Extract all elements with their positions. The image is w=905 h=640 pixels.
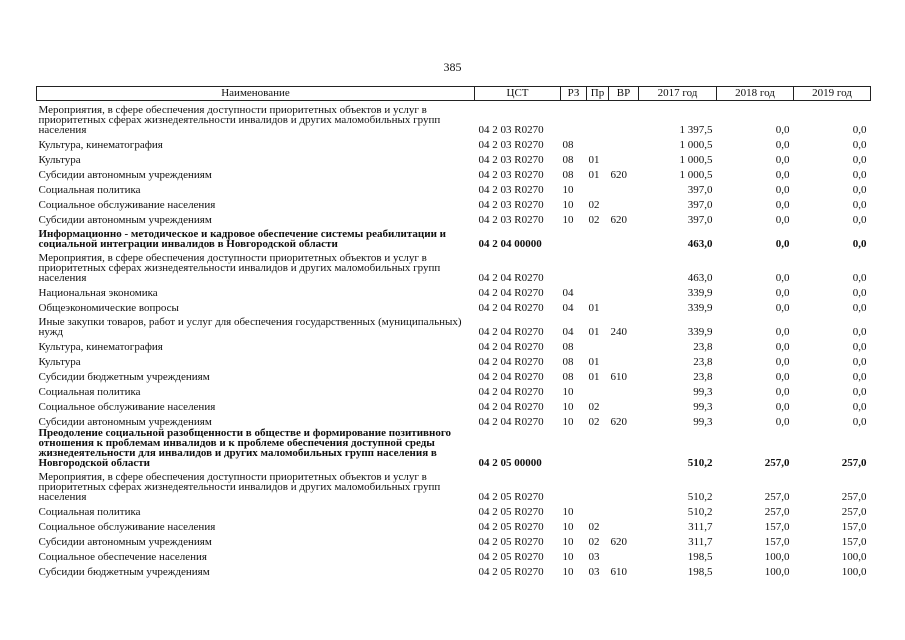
cell-pr bbox=[587, 502, 609, 517]
cell-pr bbox=[587, 283, 609, 298]
cell-pr: 01 bbox=[588, 301, 600, 314]
cell-vr: 620 bbox=[610, 213, 627, 226]
cell-value-2019: 0,0 bbox=[852, 301, 867, 314]
cell-cst: 04 2 04 R0270 bbox=[478, 271, 544, 284]
cell-pr bbox=[587, 427, 609, 468]
cell-value-2019: 157,0 bbox=[841, 535, 867, 548]
cell-rz bbox=[561, 427, 587, 468]
cell-pr bbox=[587, 468, 609, 502]
cell-cst: 04 2 05 R0270 bbox=[478, 520, 544, 533]
cell-pr: 01 bbox=[588, 168, 600, 181]
cell-cst: 04 2 04 R0270 bbox=[478, 385, 544, 398]
cell-pr: 02 bbox=[588, 535, 600, 548]
cell-rz: 08 bbox=[562, 370, 574, 383]
table-row bbox=[37, 412, 871, 427]
cell-rz: 04 bbox=[562, 301, 574, 314]
cell-value-2018: 0,0 bbox=[775, 301, 790, 314]
cell-vr bbox=[609, 150, 639, 165]
cell-value-2019: 257,0 bbox=[841, 490, 867, 503]
cell-vr bbox=[609, 180, 639, 195]
cell-cst: 04 2 05 R0270 bbox=[478, 535, 544, 548]
cell-rz: 10 bbox=[562, 385, 574, 398]
table-row bbox=[37, 502, 871, 517]
cell-cst: 04 2 05 R0270 bbox=[478, 550, 544, 563]
cell-name: Социальное обслуживание населения bbox=[38, 520, 216, 533]
cell-value-2017: 1 000,5 bbox=[679, 153, 713, 166]
table-row bbox=[37, 283, 871, 298]
cell-vr: 240 bbox=[610, 325, 627, 338]
cell-value-2017: 510,2 bbox=[687, 505, 713, 518]
cell-name: Социальная политика bbox=[38, 385, 141, 398]
cell-cst: 04 2 03 R0270 bbox=[478, 153, 544, 166]
cell-name: Культура, кинематография bbox=[38, 138, 163, 151]
cell-pr bbox=[587, 225, 609, 249]
cell-pr bbox=[587, 101, 609, 135]
cell-value-2019: 100,0 bbox=[841, 550, 867, 563]
cell-value-2018: 0,0 bbox=[775, 213, 790, 226]
table-row bbox=[37, 562, 871, 577]
cell-rz bbox=[561, 249, 587, 283]
cell-value-2019: 0,0 bbox=[852, 400, 867, 413]
cell-value-2017: 510,2 bbox=[687, 490, 713, 503]
cell-value-2017: 99,3 bbox=[693, 415, 713, 428]
cell-value-2019: 0,0 bbox=[852, 415, 867, 428]
cell-vr bbox=[609, 382, 639, 397]
cell-name: Мероприятия, в сфере обеспечения доступности приоритетных объектов и услуг в приоритетных сферах жизнедеятельности инвалидов и других маломобильных групп населения bbox=[38, 470, 441, 503]
cell-cst: 04 2 03 R0270 bbox=[478, 138, 544, 151]
table-row bbox=[37, 150, 871, 165]
cell-rz: 10 bbox=[562, 400, 574, 413]
table-body bbox=[37, 101, 871, 577]
header-2017: 2017 год bbox=[639, 87, 717, 101]
cell-value-2018: 0,0 bbox=[775, 138, 790, 151]
cell-value-2017: 1 000,5 bbox=[679, 138, 713, 151]
cell-cst: 04 2 04 R0270 bbox=[478, 325, 544, 338]
cell-pr: 03 bbox=[588, 565, 600, 578]
cell-vr bbox=[609, 101, 639, 135]
cell-value-2018: 100,0 bbox=[764, 550, 790, 563]
table-row bbox=[37, 210, 871, 225]
cell-value-2019: 0,0 bbox=[852, 340, 867, 353]
cell-value-2018: 157,0 bbox=[764, 520, 790, 533]
cell-rz: 10 bbox=[562, 198, 574, 211]
table-row bbox=[37, 298, 871, 313]
cell-name: Субсидии бюджетным учреждениям bbox=[38, 565, 210, 578]
cell-value-2018: 0,0 bbox=[775, 183, 790, 196]
budget-table bbox=[36, 86, 871, 577]
cell-value-2017: 1 397,5 bbox=[679, 123, 713, 136]
cell-rz: 10 bbox=[562, 550, 574, 563]
cell-cst: 04 2 03 R0270 bbox=[478, 198, 544, 211]
cell-name: Мероприятия, в сфере обеспечения доступности приоритетных объектов и услуг в приоритетных сферах жизнедеятельности инвалидов и других маломобильных групп населения bbox=[38, 251, 441, 284]
table-row bbox=[37, 180, 871, 195]
cell-vr bbox=[609, 283, 639, 298]
cell-rz: 10 bbox=[562, 535, 574, 548]
cell-value-2019: 0,0 bbox=[852, 213, 867, 226]
cell-vr bbox=[609, 135, 639, 150]
cell-vr bbox=[609, 397, 639, 412]
cell-rz: 10 bbox=[562, 565, 574, 578]
cell-value-2019: 0,0 bbox=[852, 237, 867, 250]
cell-vr bbox=[609, 517, 639, 532]
cell-name: Социальная политика bbox=[38, 183, 141, 196]
cell-rz bbox=[561, 225, 587, 249]
cell-cst: 04 2 03 R0270 bbox=[478, 183, 544, 196]
cell-rz: 04 bbox=[562, 286, 574, 299]
cell-value-2019: 0,0 bbox=[852, 271, 867, 284]
cell-value-2019: 0,0 bbox=[852, 198, 867, 211]
cell-value-2018: 0,0 bbox=[775, 355, 790, 368]
cell-value-2018: 100,0 bbox=[764, 565, 790, 578]
cell-value-2018: 257,0 bbox=[764, 456, 790, 469]
table-row bbox=[37, 101, 871, 135]
cell-pr bbox=[587, 249, 609, 283]
cell-value-2019: 0,0 bbox=[852, 138, 867, 151]
table-row bbox=[37, 367, 871, 382]
cell-rz: 08 bbox=[562, 355, 574, 368]
cell-value-2017: 339,9 bbox=[687, 286, 713, 299]
cell-value-2019: 0,0 bbox=[852, 325, 867, 338]
cell-value-2018: 0,0 bbox=[775, 325, 790, 338]
cell-vr bbox=[609, 225, 639, 249]
cell-cst: 04 2 04 R0270 bbox=[478, 340, 544, 353]
cell-name: Общеэкономические вопросы bbox=[38, 301, 179, 314]
cell-value-2017: 99,3 bbox=[693, 400, 713, 413]
cell-value-2019: 0,0 bbox=[852, 168, 867, 181]
cell-cst: 04 2 03 R0270 bbox=[478, 168, 544, 181]
cell-value-2019: 0,0 bbox=[852, 385, 867, 398]
cell-rz bbox=[561, 101, 587, 135]
cell-value-2017: 463,0 bbox=[687, 237, 713, 250]
table-row bbox=[37, 382, 871, 397]
cell-rz: 10 bbox=[562, 213, 574, 226]
header-2018: 2018 год bbox=[717, 87, 794, 101]
cell-name: Социальное обслуживание населения bbox=[38, 400, 216, 413]
cell-value-2017: 198,5 bbox=[687, 565, 713, 578]
cell-rz: 10 bbox=[562, 415, 574, 428]
cell-cst: 04 2 04 R0270 bbox=[478, 286, 544, 299]
cell-name: Информационно - методическое и кадровое обеспечение системы реабилитации и социальной интеграции инвалидов в Новгородской области bbox=[38, 227, 446, 250]
cell-pr: 02 bbox=[588, 198, 600, 211]
cell-vr bbox=[609, 547, 639, 562]
cell-value-2018: 0,0 bbox=[775, 123, 790, 136]
cell-cst: 04 2 04 R0270 bbox=[478, 400, 544, 413]
cell-pr bbox=[587, 382, 609, 397]
cell-name: Культура bbox=[38, 153, 81, 166]
table-row bbox=[37, 313, 871, 337]
cell-name: Субсидии бюджетным учреждениям bbox=[38, 370, 210, 383]
cell-name: Субсидии автономным учреждениям bbox=[38, 168, 212, 181]
cell-value-2017: 1 000,5 bbox=[679, 168, 713, 181]
cell-value-2018: 0,0 bbox=[775, 385, 790, 398]
cell-pr: 01 bbox=[588, 370, 600, 383]
table-row bbox=[37, 427, 871, 468]
cell-value-2018: 157,0 bbox=[764, 535, 790, 548]
cell-value-2017: 397,0 bbox=[687, 213, 713, 226]
cell-pr bbox=[587, 135, 609, 150]
cell-vr: 610 bbox=[610, 565, 627, 578]
cell-cst: 04 2 04 00000 bbox=[478, 237, 542, 250]
cell-pr bbox=[587, 337, 609, 352]
cell-vr: 620 bbox=[610, 415, 627, 428]
cell-name: Социальное обслуживание населения bbox=[38, 198, 216, 211]
cell-pr: 03 bbox=[588, 550, 600, 563]
cell-rz: 08 bbox=[562, 138, 574, 151]
table-row bbox=[37, 337, 871, 352]
table-row bbox=[37, 517, 871, 532]
cell-vr: 620 bbox=[610, 168, 627, 181]
cell-pr bbox=[587, 180, 609, 195]
cell-value-2019: 0,0 bbox=[852, 123, 867, 136]
cell-rz: 10 bbox=[562, 505, 574, 518]
cell-value-2018: 0,0 bbox=[775, 198, 790, 211]
cell-pr: 01 bbox=[588, 153, 600, 166]
cell-vr bbox=[609, 249, 639, 283]
cell-cst: 04 2 03 R0270 bbox=[478, 213, 544, 226]
cell-pr: 02 bbox=[588, 520, 600, 533]
cell-value-2018: 0,0 bbox=[775, 340, 790, 353]
cell-value-2017: 510,2 bbox=[687, 456, 713, 469]
cell-value-2019: 0,0 bbox=[852, 355, 867, 368]
cell-value-2017: 23,8 bbox=[693, 355, 713, 368]
header-name: Наименование bbox=[37, 87, 475, 101]
cell-name: Культура, кинематография bbox=[38, 340, 163, 353]
cell-rz: 10 bbox=[562, 183, 574, 196]
cell-rz: 08 bbox=[562, 153, 574, 166]
cell-name: Субсидии автономным учреждениям bbox=[38, 535, 212, 548]
cell-value-2018: 0,0 bbox=[775, 400, 790, 413]
cell-pr: 01 bbox=[588, 355, 600, 368]
cell-rz: 04 bbox=[562, 325, 574, 338]
cell-pr: 02 bbox=[588, 400, 600, 413]
table-row bbox=[37, 165, 871, 180]
cell-cst: 04 2 04 R0270 bbox=[478, 355, 544, 368]
header-2019: 2019 год bbox=[794, 87, 871, 101]
cell-vr bbox=[609, 337, 639, 352]
header-cst: ЦСТ bbox=[475, 87, 561, 101]
cell-cst: 04 2 05 R0270 bbox=[478, 565, 544, 578]
table-row bbox=[37, 249, 871, 283]
cell-name: Культура bbox=[38, 355, 81, 368]
cell-value-2019: 257,0 bbox=[841, 456, 867, 469]
cell-value-2019: 157,0 bbox=[841, 520, 867, 533]
table-row bbox=[37, 352, 871, 367]
header-rz: РЗ bbox=[561, 87, 587, 101]
cell-value-2017: 339,9 bbox=[687, 301, 713, 314]
cell-cst: 04 2 03 R0270 bbox=[478, 123, 544, 136]
cell-name: Преодоление социальной разобщенности в обществе и формирование позитивного отношения к проблемам инвалидов и к проблеме обеспечения доступной среды жизнедеятельности для инвалидов и других маломобильных групп населения в Новгородской области bbox=[38, 426, 452, 469]
cell-value-2017: 397,0 bbox=[687, 198, 713, 211]
cell-vr: 620 bbox=[610, 535, 627, 548]
cell-name: Мероприятия, в сфере обеспечения доступности приоритетных объектов и услуг в приоритетных сферах жизнедеятельности инвалидов и других маломобильных групп населения bbox=[38, 103, 441, 136]
cell-name: Социальная политика bbox=[38, 505, 141, 518]
cell-name: Субсидии автономным учреждениям bbox=[38, 213, 212, 226]
cell-value-2017: 311,7 bbox=[688, 520, 713, 533]
cell-value-2017: 463,0 bbox=[687, 271, 713, 284]
cell-pr: 02 bbox=[588, 415, 600, 428]
table-row bbox=[37, 225, 871, 249]
cell-vr bbox=[609, 352, 639, 367]
cell-value-2019: 0,0 bbox=[852, 370, 867, 383]
cell-value-2018: 0,0 bbox=[775, 370, 790, 383]
cell-cst: 04 2 04 R0270 bbox=[478, 415, 544, 428]
cell-vr bbox=[609, 468, 639, 502]
cell-rz bbox=[561, 468, 587, 502]
table-row bbox=[37, 195, 871, 210]
cell-value-2018: 257,0 bbox=[764, 505, 790, 518]
cell-value-2018: 0,0 bbox=[775, 286, 790, 299]
table-header bbox=[37, 87, 871, 101]
cell-cst: 04 2 05 00000 bbox=[478, 456, 542, 469]
cell-value-2019: 257,0 bbox=[841, 505, 867, 518]
cell-rz: 08 bbox=[562, 340, 574, 353]
cell-vr: 610 bbox=[610, 370, 627, 383]
cell-value-2019: 0,0 bbox=[852, 183, 867, 196]
cell-value-2018: 257,0 bbox=[764, 490, 790, 503]
cell-value-2017: 397,0 bbox=[687, 183, 713, 196]
cell-vr bbox=[609, 195, 639, 210]
cell-value-2017: 339,9 bbox=[687, 325, 713, 338]
cell-value-2017: 99,3 bbox=[693, 385, 713, 398]
cell-pr: 02 bbox=[588, 213, 600, 226]
cell-vr bbox=[609, 298, 639, 313]
cell-value-2017: 23,8 bbox=[693, 370, 713, 383]
cell-rz: 10 bbox=[562, 520, 574, 533]
cell-name: Субсидии автономным учреждениям bbox=[38, 415, 212, 428]
cell-name: Иные закупки товаров, работ и услуг для обеспечения государственных (муниципальных) нужд bbox=[38, 315, 462, 338]
cell-value-2017: 23,8 bbox=[693, 340, 713, 353]
cell-value-2018: 0,0 bbox=[775, 168, 790, 181]
table-row bbox=[37, 547, 871, 562]
table-row bbox=[37, 532, 871, 547]
cell-value-2018: 0,0 bbox=[775, 271, 790, 284]
cell-value-2019: 100,0 bbox=[841, 565, 867, 578]
table-row bbox=[37, 468, 871, 502]
cell-vr bbox=[609, 427, 639, 468]
cell-value-2019: 0,0 bbox=[852, 286, 867, 299]
header-pr: Пр bbox=[587, 87, 609, 101]
table-row bbox=[37, 397, 871, 412]
cell-value-2018: 0,0 bbox=[775, 153, 790, 166]
cell-name: Социальное обеспечение населения bbox=[38, 550, 207, 563]
cell-cst: 04 2 04 R0270 bbox=[478, 370, 544, 383]
cell-value-2018: 0,0 bbox=[775, 415, 790, 428]
cell-value-2018: 0,0 bbox=[775, 237, 790, 250]
cell-cst: 04 2 04 R0270 bbox=[478, 301, 544, 314]
cell-rz: 08 bbox=[562, 168, 574, 181]
cell-pr: 01 bbox=[588, 325, 600, 338]
cell-cst: 04 2 05 R0270 bbox=[478, 490, 544, 503]
page-number: 385 bbox=[443, 60, 462, 74]
table-row bbox=[37, 135, 871, 150]
cell-value-2017: 311,7 bbox=[688, 535, 713, 548]
cell-vr bbox=[609, 502, 639, 517]
cell-value-2019: 0,0 bbox=[852, 153, 867, 166]
cell-value-2017: 198,5 bbox=[687, 550, 713, 563]
header-vr: ВР bbox=[609, 87, 639, 101]
cell-cst: 04 2 05 R0270 bbox=[478, 505, 544, 518]
cell-name: Национальная экономика bbox=[38, 286, 158, 299]
